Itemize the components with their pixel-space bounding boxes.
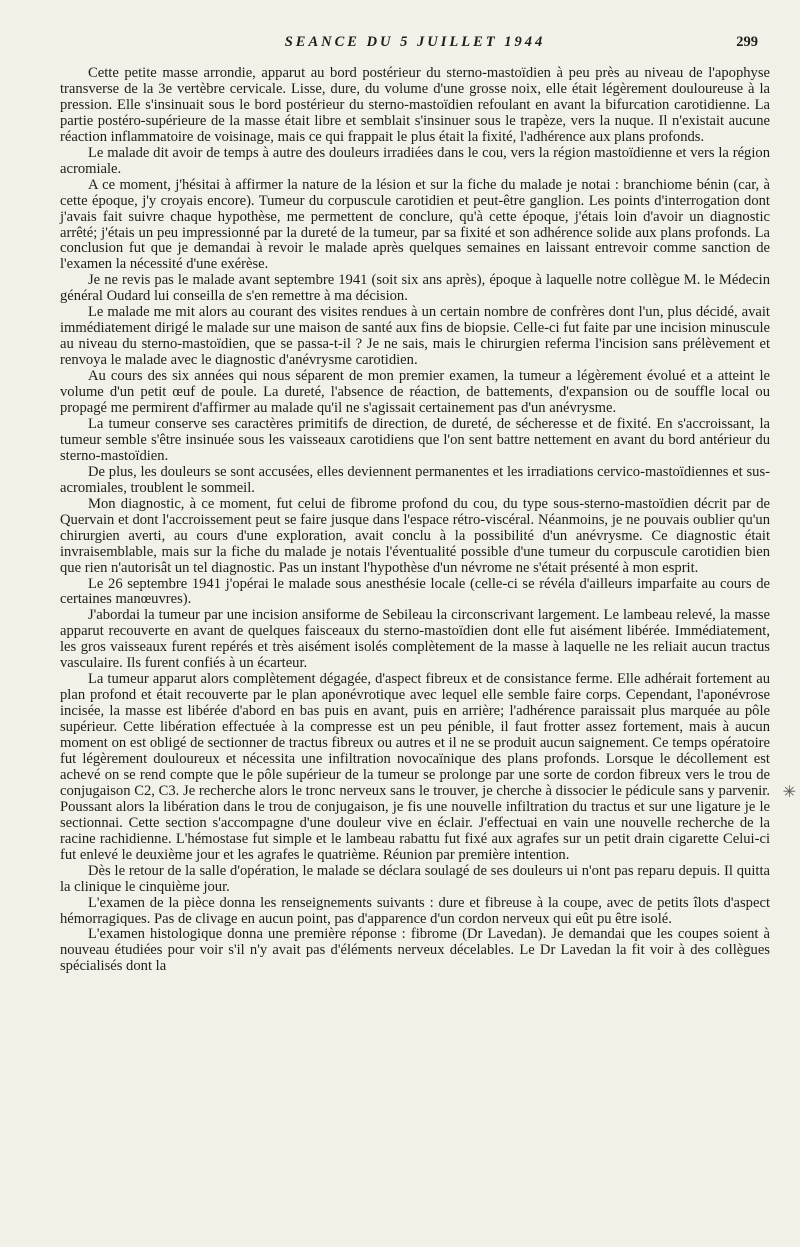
paragraph: La tumeur apparut alors complètement dégagée, d'aspect fibreux et de consistance ferme. Elle adhérait fortement au plan profond et était recouverte par le plan aponévrotique avec lequel elle semble faire corps. Cependant, l'aponévrose incisée, la masse est libérée d'abord en bas puis en avant, puis en arrière; l'adhérence paraissait plus marquée au pôle supérieur. Cette libération effectuée à la compresse est un peu pénible, il faut frotter assez fortement, mais à aucun moment on est obligé de sectionner de tractus fibreux ou autres et il ne se produit aucun saignement. Ce temps opératoire fut légèrement douloureux et nécessita une infiltration novocaïnique des plans profonds. Lorsque le décollement est achevé on se rend compte que le pôle supérieur de la tumeur se prolonge par une sorte de cordon fibreux vers le trou de conjugaison C2, C3. Je recherche alors le tronc nerveux sans le trouver, je cherche à dissocier le pédicule sans y parvenir. Poussant alors la libération dans le trou de conjugaison, je fis une nouvelle infiltration du tractus et sur une ligature je le sectionnai. Cette section s'accompagne d'une douleur vive en éclair. J'effectuai en vain une nouvelle recherche de la racine rachidienne. L'hémostase fut simple et le lambeau rabattu fut fixé aux agrafes sur un petit drain cigarette Celui-ci fut enlevé le deuxième jour et les agrafes le quatrième. Réunion par première intention. [60, 671, 770, 863]
margin-mark-icon: ✳ [782, 784, 796, 801]
paragraph: Mon diagnostic, à ce moment, fut celui de fibrome profond du cou, du type sous-sterno-mastoïdien décrit par de Quervain et dont l'accroissement peut se faire jusque dans l'espace rétro-viscéral. Néanmoins, je ne pouvais oublier qu'un chirurgien averti, au cours d'une exploration, avait conclu à la possibilité d'un anévrysme. Ce diagnostic était invraisemblable, mais sur la fiche du malade je notais l'éventualité possible d'une tumeur du corpuscule carotidien bien que rien n'autorisât un tel diagnostic. Pas un instant l'hypothèse d'un névrome ne s'était présenté à mon esprit. [60, 495, 770, 576]
paragraph: Le malade me mit alors au courant des visites rendues à un certain nombre de confrères dont l'un, plus décidé, avait immédiatement dirigé le malade sur une maison de santé aux fins de biopsie. Celle-ci fut faite par une incision minuscule au niveau du sterno-mastoïdien, que se passa-t-il ? Je ne sais, mais le chirurgien referma l'incision sans prélèvement et renvoya le malade avec le diagnostic d'anévrysme carotidien. [60, 304, 770, 369]
paragraph: De plus, les douleurs se sont accusées, elles deviennent permanentes et les irradiations cervico-mastoïdiennes et sus-acromiales, troublent le sommeil. [60, 463, 770, 496]
paragraph: Dès le retour de la salle d'opération, le malade se déclara soulagé de ses douleurs ui n'ont pas reparu depuis. Il quitta la clinique le cinquième jour. [60, 862, 770, 895]
paragraph: Au cours des six années qui nous séparent de mon premier examen, la tumeur a légèrement évolué et a atteint le volume d'un petit œuf de poule. La dureté, l'absence de réaction, de battements, d'expansion ou de souffle local ou propagé me permirent d'affirmer au malade qu'il ne s'agissait certainement pas d'un anévrysme. [60, 368, 770, 417]
paragraph: Cette petite masse arrondie, apparut au bord postérieur du sterno-mastoïdien à peu près au niveau de l'apophyse transverse de la 3e vertèbre cervicale. Lisse, dure, du volume d'une grosse noix, elle était légèrement douloureuse à la pression. Elle s'insinuait sous le bord postérieur du sterno-mastoïdien refoulant en avant la bifurcation carotidienne. La partie postéro-supérieure de la masse était libre et semblait s'insinuer sous le trapèze, vers la nuque. Il n'existait aucune réaction inflammatoire de voisinage, mais ce qui frappait le plus était la fixité, l'adhérence aux plans profonds. [60, 65, 770, 145]
paragraph: J'abordai la tumeur par une incision ansiforme de Sebileau la circonscrivant largement. Le lambeau relevé, la masse apparut recouverte en avant de quelques faisceaux du sterno-mastoïdien dont elle fut aisément libérée. Immédiatement, les gros vaisseaux furent repérés et très aisément isolés complètement de la masse à laquelle ne les reliait aucun tractus vasculaire. Ils furent confiés à un écarteur. [60, 607, 770, 672]
body-text [60, 66, 770, 975]
paragraph: Je ne revis pas le malade avant septembre 1941 (soit six ans après), époque à laquelle notre collègue M. le Médecin général Oudard lui conseilla de s'en remettre à ma décision. [60, 272, 770, 305]
paragraph: La tumeur conserve ses caractères primitifs de direction, de dureté, de sécheresse et de fixité. En s'accroissant, la tumeur semble s'être insinuée sous les vaisseaux carotidiens que l'on sent battre nettement en avant du bord antérieur du sterno-mastoïdien. [60, 415, 770, 464]
paragraph: Le malade dit avoir de temps à autre des douleurs irradiées dans le cou, vers la région mastoïdienne et vers la région acromiale. [60, 144, 770, 177]
paragraph: L'examen de la pièce donna les renseignements suivants : dure et fibreuse à la coupe, avec de petits îlots d'aspect hémorragiques. Pas de clivage en aucun point, pas d'apparence d'un cordon nerveux qui eût pu être isolé. [60, 894, 770, 927]
page-number: 299 [736, 34, 758, 50]
paragraph: Le 26 septembre 1941 j'opérai le malade sous anesthésie locale (celle-ci se révéla d'ailleurs imparfaite au cours de certaines manœuvres). [60, 575, 770, 608]
running-title: SEANCE DU 5 JUILLET 1944 [284, 34, 546, 50]
running-header [60, 34, 770, 60]
paragraph: L'examen histologique donna une première réponse : fibrome (Dr Lavedan). Je demandai que les coupes soient à nouveau étudiées pour voir s'il n'y avait pas d'éléments nerveux décelables. Le Dr Lavedan la fit voir à des collègues spécialisés dont la [60, 926, 770, 975]
paragraph: A ce moment, j'hésitai à affirmer la nature de la lésion et sur la fiche du malade je notai : branchiome bénin (car, à cette époque, j'y croyais encore). Tumeur du corpuscule carotidien et peut-être ganglion. Les points d'interrogation dont j'avais fait suivre chaque hypothèse, me permettent de conclure, qu'à cette époque, j'étais loin d'avoir un diagnostic arrêté; j'étais un peu impressionné par la dureté de la tumeur, par sa fixité et son adhérence solide aux plans profonds. La conclusion fut que je demandai à revoir le malade après quelques semaines en laissant entrevoir comme sanction de l'examen la nécessité d'une exérèse. [60, 176, 770, 273]
